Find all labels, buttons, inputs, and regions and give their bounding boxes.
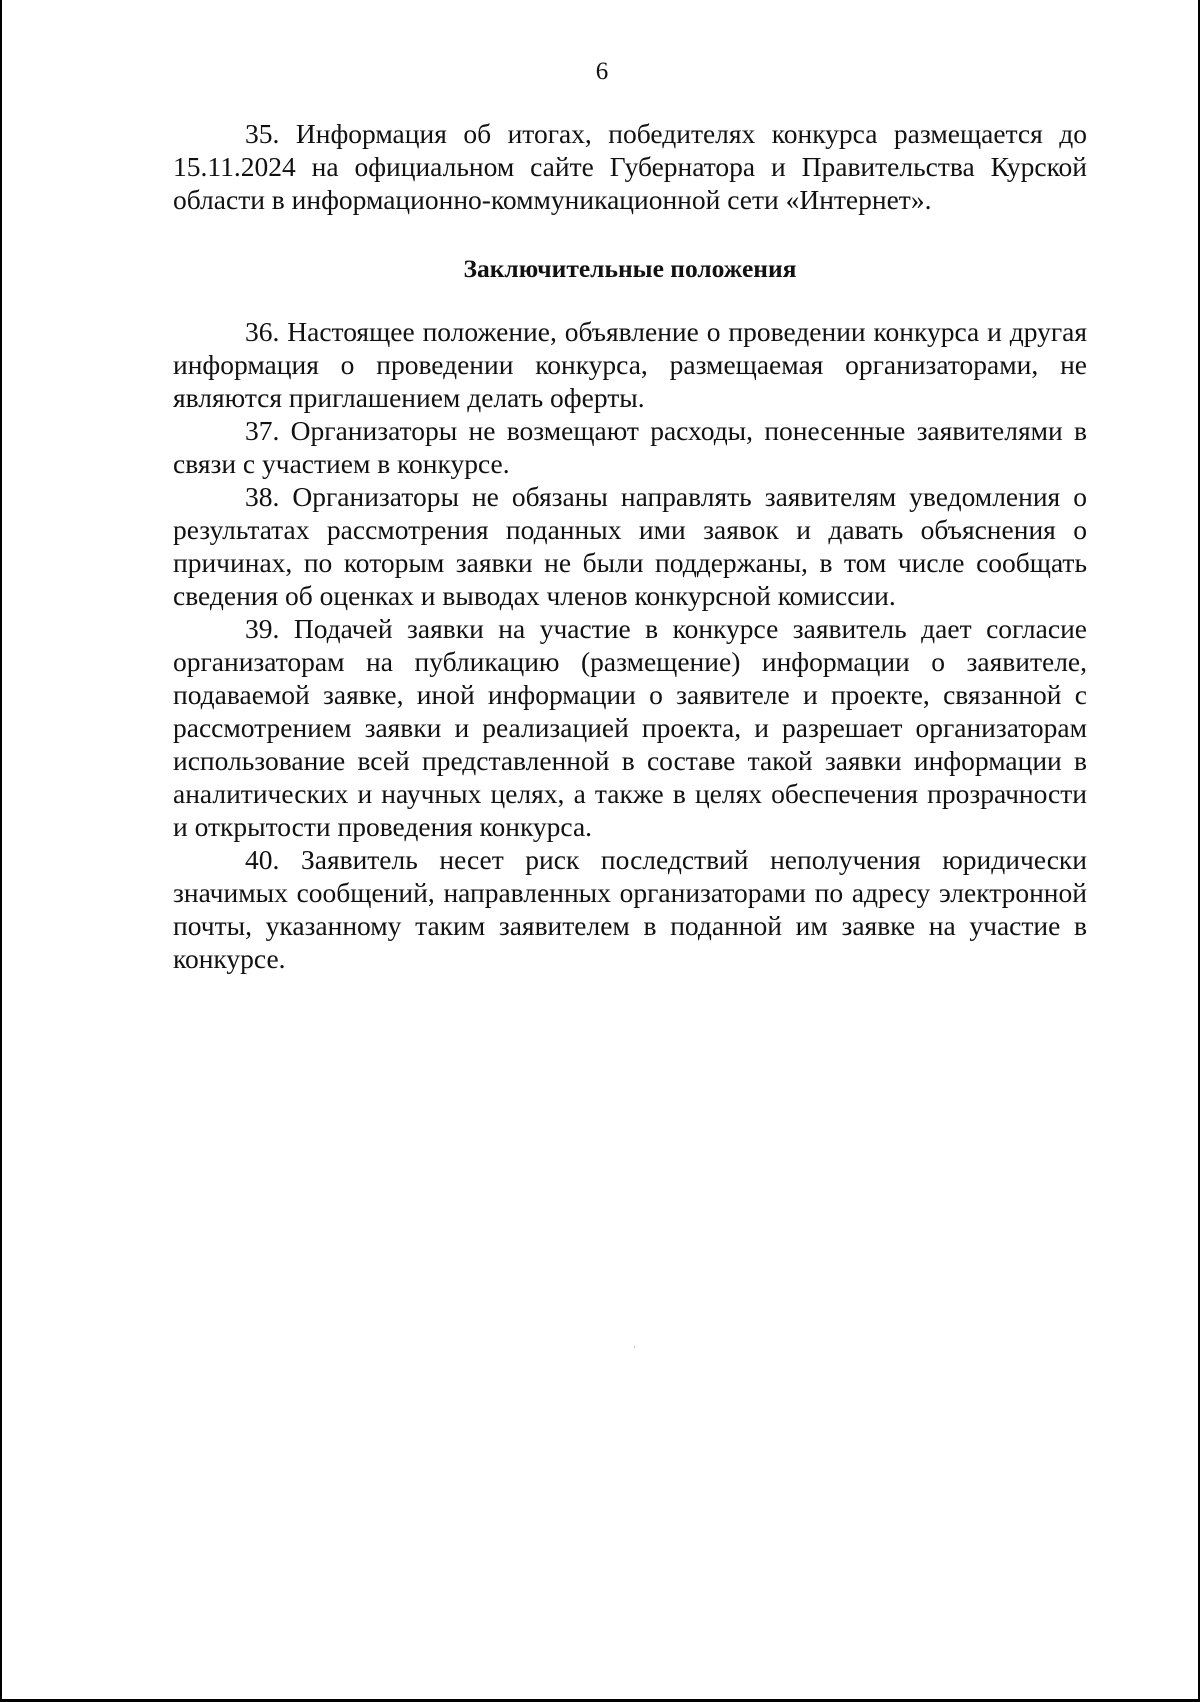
- scan-speck: [634, 1346, 635, 1348]
- document-body: [173, 117, 1087, 975]
- section-heading: Заключительные положения: [463, 254, 797, 283]
- paragraph-40: 40. Заявитель несет риск последствий неполучения юридически значимых сообщений, направленных организаторами по адресу электронной почты, указанному таким заявителем в поданной им заявке на участие в конкурсе.: [173, 844, 1087, 974]
- paragraph-38: 38. Организаторы не обязаны направлять заявителям уведомления о результатах рассмотрения поданных ими заявок и давать объяснения о причинах, по которым заявки не были поддержаны, в том числе сообщать сведения об оценках и выводах членов конкурсной комиссии.: [173, 481, 1087, 611]
- paragraph-36: 36. Настоящее положение, объявление о проведении конкурса и другая информация о проведении конкурса, размещаемая организаторами, не являются приглашением делать оферты.: [173, 316, 1087, 413]
- paragraph-35: 35. Информация об итогах, победителях конкурса размещается до 15.11.2024 на официальном сайте Губернатора и Правительства Курской области в информационно-коммуникационной сети «Интернет».: [173, 118, 1087, 215]
- paragraph-37: 37. Организаторы не возмещают расходы, понесенные заявителями в связи с участием в конкурсе.: [173, 415, 1087, 479]
- page-number: 6: [595, 58, 609, 85]
- paragraph-39: 39. Подачей заявки на участие в конкурсе заявитель дает согласие организаторам на публикацию (размещение) информации о заявителе, подаваемой заявке, иной информации о заявителе и проекте, связанной с рассмотрением заявки и реализацией проекта, и разрешает организаторам использование всей представленной в составе такой заявки информации в аналитических и научных целях, а также в целях обеспечения прозрачности и открытости проведения конкурса.: [173, 613, 1087, 842]
